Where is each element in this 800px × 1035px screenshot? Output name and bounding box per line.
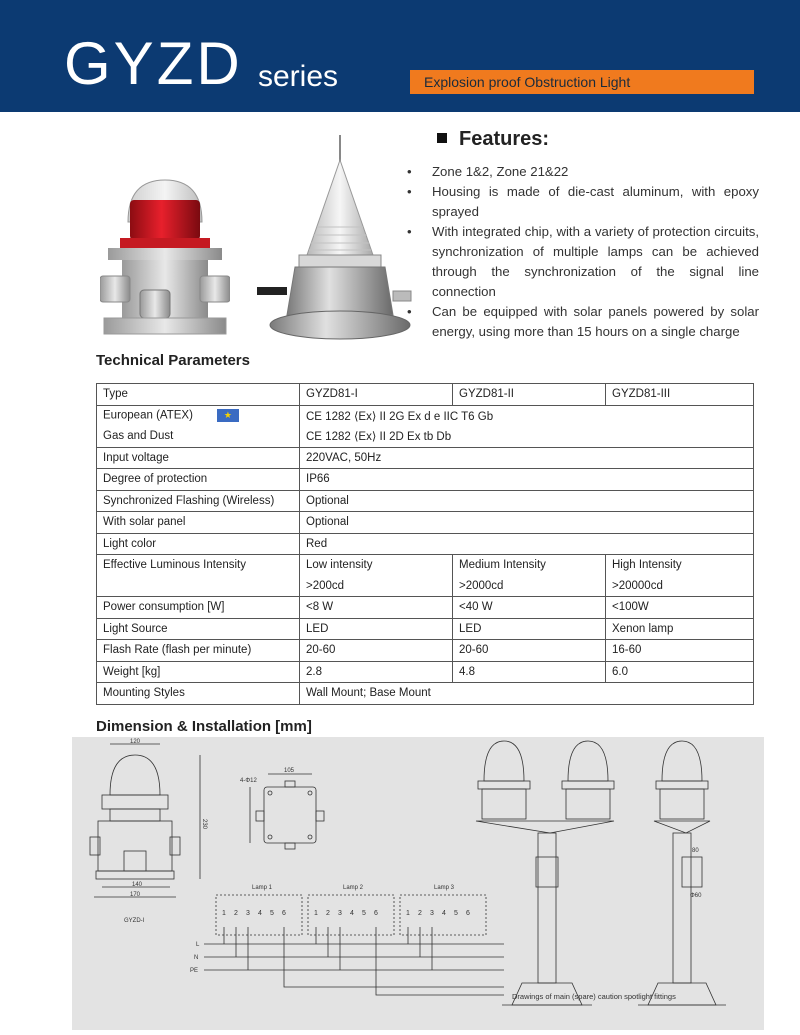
wire-label: N [194,955,199,961]
dim-170-label: 170 [130,892,141,898]
table-cell: >200cd [300,576,453,597]
features-heading [437,128,549,151]
terminal-label: 2 [418,910,422,917]
table-row [97,405,754,426]
terminal-label: 1 [314,910,318,917]
dimension-drawing-svg [72,737,764,1030]
junction-box-drawing [240,768,324,849]
terminal-label: 6 [374,910,378,917]
table-cell: Type [97,384,300,406]
table-row [97,640,754,662]
feature-text: Zone 1&2, Zone 21&22 [432,164,569,179]
atex-label: European (ATEX) [103,409,193,422]
table-cell: GYZD81-II [453,384,606,406]
table-cell: 4.8 [453,661,606,683]
table-row [97,447,754,469]
model-label: GYZD-I [124,918,145,924]
table-row [97,555,754,576]
lamp3-label: Lamp 3 [434,885,455,891]
table-cell: 220VAC, 50Hz [300,447,754,469]
terminal-label: 6 [466,910,470,917]
table-cell [97,405,300,426]
wiring-diagram [190,885,504,995]
table-cell: Wall Mount; Base Mount [300,683,754,705]
lamp2-label: Lamp 2 [343,885,364,891]
technical-parameters-table [96,383,754,705]
table-cell: Light Source [97,618,300,640]
list-item [407,302,759,342]
table-cell: Mounting Styles [97,683,300,705]
series-label: series [258,60,339,93]
table-cell: IP66 [300,469,754,491]
terminal-label: 4 [258,910,262,917]
lamp1-label: Lamp 1 [252,885,273,891]
table-cell: Low intensity [300,555,453,576]
dim-105-label: 105 [284,768,295,774]
table-row [97,469,754,491]
table-cell: Degree of protection [97,469,300,491]
dim-4phi12-label: 4-Φ12 [240,778,257,784]
dim-230-label: 230 [201,819,207,830]
table-cell: Optional [300,490,754,512]
table-cell: <100W [606,597,754,619]
square-bullet-icon [437,133,447,143]
brand-title: GYZD [64,30,243,97]
terminal-label: 2 [234,910,238,917]
dim-phi60-label: Φ60 [690,893,702,899]
table-cell: 6.0 [606,661,754,683]
terminal-label: 3 [246,910,250,917]
eu-flag-icon: ★ [217,409,239,422]
table-cell: Medium Intensity [453,555,606,576]
table-cell: GYZD81-I [300,384,453,406]
table-cell [97,576,300,597]
table-cell: Power consumption [W] [97,597,300,619]
table-row [97,426,754,447]
feature-text: Housing is made of die-cast aluminum, with epoxy sprayed [432,184,759,219]
table-cell: LED [453,618,606,640]
feature-text: Can be equipped with solar panels powered by solar energy, using more than 15 hours on a single charge [432,304,759,339]
clear-obstruction-light-photo [255,135,415,345]
feature-text: With integrated chip, with a variety of protection circuits, synchronization of multiple lamps can be achieved through the synchronization of the signal line connection [432,224,759,299]
lamp-elevation-drawing [90,739,207,924]
table-cell: 20-60 [300,640,453,662]
table-cell: <8 W [300,597,453,619]
terminal-label: 2 [326,910,330,917]
table-cell: Flash Rate (flash per minute) [97,640,300,662]
table-cell: Input voltage [97,447,300,469]
pole-mount-drawing [476,741,726,1005]
terminal-label: 6 [282,910,286,917]
terminal-label: 5 [454,910,458,917]
page-header [0,0,800,112]
features-list [407,162,759,342]
dim-120-label: 120 [130,739,141,745]
dimension-drawing [72,737,764,1030]
technical-parameters-heading: Technical Parameters [96,352,250,369]
wire-label: PE [190,968,199,974]
table-row [97,512,754,534]
dim-140-label: 140 [132,882,143,888]
table-cell: 2.8 [300,661,453,683]
bullet-icon: • [407,224,412,239]
terminal-label: 5 [270,910,274,917]
list-item [407,162,759,182]
table-cell: Synchronized Flashing (Wireless) [97,490,300,512]
table-cell: >20000cd [606,576,754,597]
table-cell: 16-60 [606,640,754,662]
bullet-icon: • [407,184,412,199]
table-row [97,384,754,406]
dim-80-label: 80 [692,848,699,854]
list-item [407,222,759,302]
terminal-label: 1 [222,910,226,917]
terminal-label: 5 [362,910,366,917]
red-obstruction-light-photo [100,172,230,342]
table-cell: Light color [97,533,300,555]
features-heading-text: Features: [459,128,550,150]
table-cell: GYZD81-III [606,384,754,406]
table-cell: <40 W [453,597,606,619]
table-cell: Optional [300,512,754,534]
table-row [97,618,754,640]
terminal-label: 3 [430,910,434,917]
wire-label: L [196,942,200,948]
table-row [97,576,754,597]
list-item [407,182,759,222]
table-row [97,490,754,512]
table-cell: With solar panel [97,512,300,534]
table-cell: >2000cd [453,576,606,597]
table-cell: CE 1282 ⟨Ex⟩ II 2G Ex d e IIC T6 Gb [300,405,754,426]
dimension-heading: Dimension & Installation [mm] [96,718,312,735]
tagline-banner: Explosion proof Obstruction Light [410,70,754,94]
drawing-caption: Drawings of main (spare) caution spotlight fittings [512,992,676,1001]
table-cell: LED [300,618,453,640]
table-row [97,683,754,705]
table-cell: Xenon lamp [606,618,754,640]
table-row [97,597,754,619]
table-cell: 20-60 [453,640,606,662]
table-row [97,661,754,683]
table-cell: High Intensity [606,555,754,576]
table-cell: Red [300,533,754,555]
terminal-label: 4 [442,910,446,917]
table-cell: CE 1282 ⟨Ex⟩ II 2D Ex tb Db [300,426,754,447]
table-cell: Gas and Dust [97,426,300,447]
table-cell: Weight [kg] [97,661,300,683]
table-cell: Effective Luminous Intensity [97,555,300,576]
terminal-label: 3 [338,910,342,917]
table-row [97,533,754,555]
terminal-label: 1 [406,910,410,917]
bullet-icon: • [407,164,412,179]
terminal-label: 4 [350,910,354,917]
bullet-icon: • [407,304,412,319]
